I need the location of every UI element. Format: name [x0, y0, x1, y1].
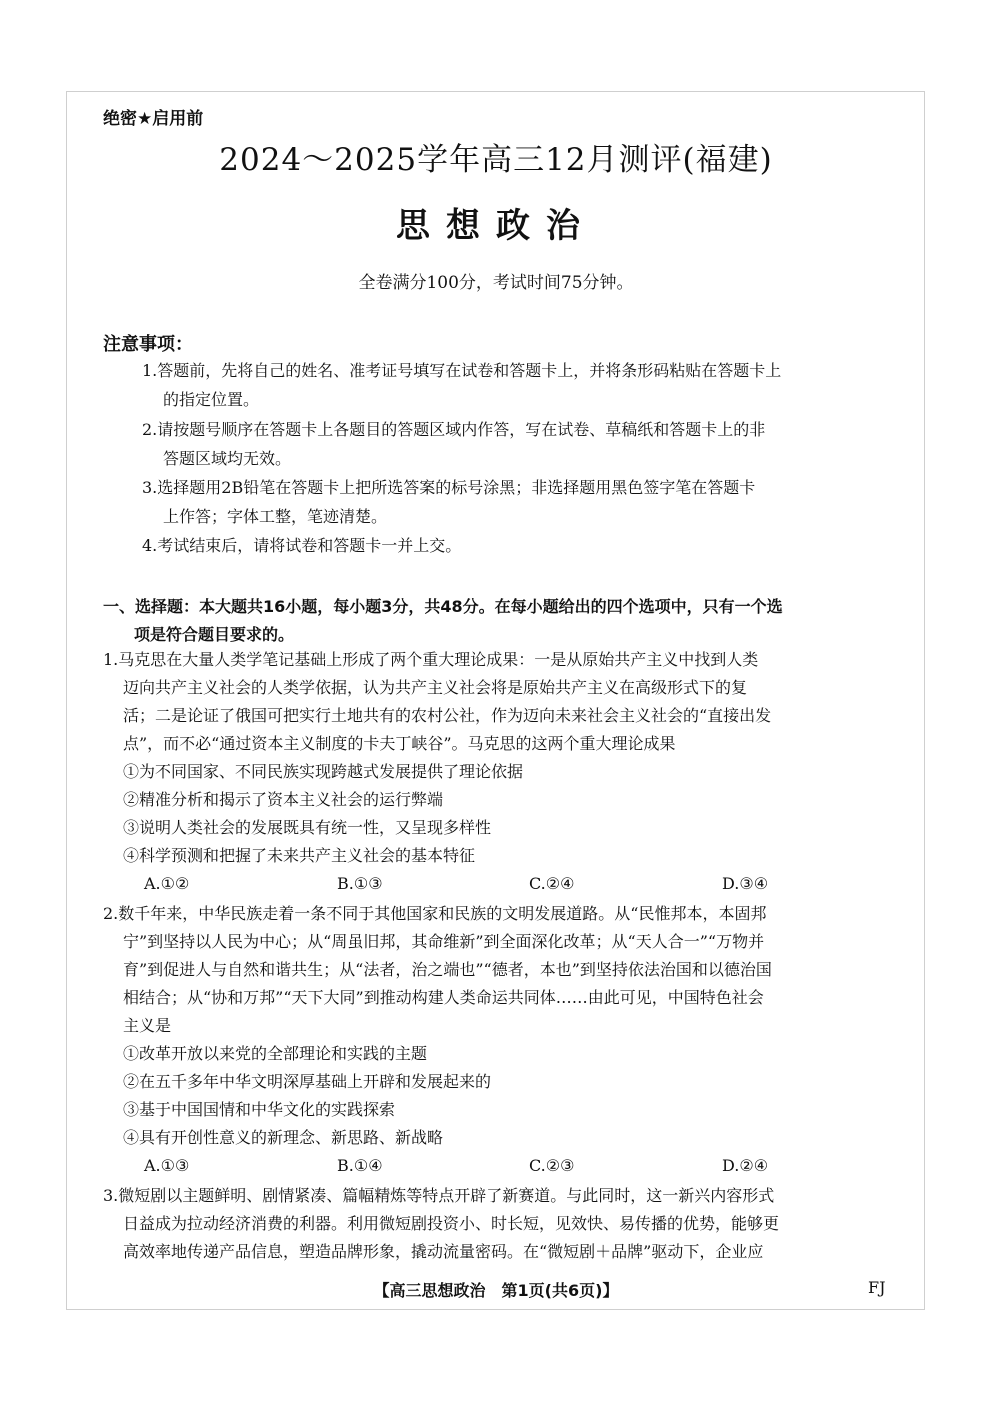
question-2-statement: ④具有开创性意义的新理念、新思路、新战略: [123, 1128, 444, 1147]
notice-line: 4.考试结束后，请将试卷和答题卡一并上交。: [142, 536, 462, 555]
question-2-statement: ③基于中国国情和中华文化的实践探索: [123, 1100, 396, 1119]
question-1-statement: ④科学预测和把握了未来共产主义社会的基本特征: [123, 846, 476, 865]
question-1-line: 迈向共产主义社会的人类学依据，认为共产主义社会将是原始共产主义在高级形式下的复: [123, 678, 748, 697]
question-3-line: 日益成为拉动经济消费的利器。利用微短剧投资小、时长短，见效快、易传播的优势，能够更: [123, 1214, 780, 1233]
page-footer: 【高三思想政治 第1页(共6页)】: [373, 1281, 619, 1300]
notice-line: 1.答题前，先将自己的姓名、准考证号填写在试卷和答题卡上，并将条形码粘贴在答题卡上: [142, 361, 782, 380]
question-3-line: 高效率地传递产品信息，塑造品牌形象，撬动流量密码。在“微短剧＋品牌”驱动下，企业应: [123, 1242, 764, 1261]
notice-line: 的指定位置。: [163, 390, 260, 409]
question-1-line: 点”，而不必“通过资本主义制度的卡夫丁峡谷”。马克思的这两个重大理论成果: [123, 734, 676, 753]
question-1-option-b: B.①③: [337, 874, 383, 893]
notice-line: 2.请按题号顺序在答题卡上各题目的答题区域内作答，写在试卷、草稿纸和答题卡上的非: [142, 420, 766, 439]
question-2-option-c: C.②③: [529, 1156, 575, 1175]
exam-title: 2024～2025学年高三12月测评(福建): [219, 142, 773, 178]
question-1-statement: ①为不同国家、不同民族实现跨越式发展提供了理论依据: [123, 762, 524, 781]
notice-line: 3.选择题用2B铅笔在答题卡上把所选答案的标号涂黑；非选择题用黑色签字笔在答题卡: [142, 478, 756, 497]
question-1-option-c: C.②④: [529, 874, 575, 893]
question-2-line: 相结合；从“协和万邦”“天下大同”到推动构建人类命运共同体……由此可见，中国特色社会: [123, 988, 764, 1007]
section-heading: 一、选择题：本大题共16小题，每小题3分，共48分。在每小题给出的四个选项中，只有一个选: [103, 597, 783, 616]
question-2-statement: ①改革开放以来党的全部理论和实践的主题: [123, 1044, 428, 1063]
section-heading-cont: 项是符合题目要求的。: [134, 625, 295, 644]
question-2-option-b: B.①④: [337, 1156, 383, 1175]
question-2-line: 2.数千年来，中华民族走着一条不同于其他国家和民族的文明发展道路。从“民惟邦本，本固邦: [103, 904, 767, 923]
subject-title: 思想政治: [396, 206, 596, 246]
confidential-label: 绝密★启用前: [103, 109, 204, 129]
question-3-line: 3.微短剧以主题鲜明、剧情紧凑、篇幅精炼等特点开辟了新赛道。与此同时，这一新兴内容形式: [103, 1186, 775, 1205]
notice-line: 上作答；字体工整，笔迹清楚。: [163, 507, 388, 526]
notice-line: 答题区域均无效。: [163, 449, 292, 468]
region-code: FJ: [868, 1278, 886, 1297]
question-2-statement: ②在五千多年中华文明深厚基础上开辟和发展起来的: [123, 1072, 492, 1091]
question-1-line: 活；二是论证了俄国可把实行土地共有的农村公社，作为迈向未来社会主义社会的“直接出发: [123, 706, 772, 725]
question-2-line: 育”到促进人与自然和谐共生；从“法者，治之端也”“德者，本也”到坚持依法治国和以德治国: [123, 960, 772, 979]
question-1-option-d: D.③④: [722, 874, 769, 893]
question-1-line: 1.马克思在大量人类学笔记基础上形成了两个重大理论成果：一是从原始共产主义中找到人类: [103, 650, 759, 669]
question-2-line: 主义是: [123, 1016, 172, 1035]
question-2-line: 宁”到坚持以人民为中心；从“周虽旧邦，其命维新”到全面深化改革；从“天人合一”“万物并: [123, 932, 765, 951]
notice-heading: 注意事项：: [103, 334, 193, 355]
question-1-statement: ③说明人类社会的发展既具有统一性，又呈现多样性: [123, 818, 492, 837]
question-1-option-a: A.①②: [144, 874, 190, 893]
score-info: 全卷满分100分，考试时间75分钟。: [358, 273, 634, 293]
question-2-option-a: A.①③: [144, 1156, 190, 1175]
question-1-statement: ②精准分析和揭示了资本主义社会的运行弊端: [123, 790, 444, 809]
question-2-option-d: D.②④: [722, 1156, 769, 1175]
